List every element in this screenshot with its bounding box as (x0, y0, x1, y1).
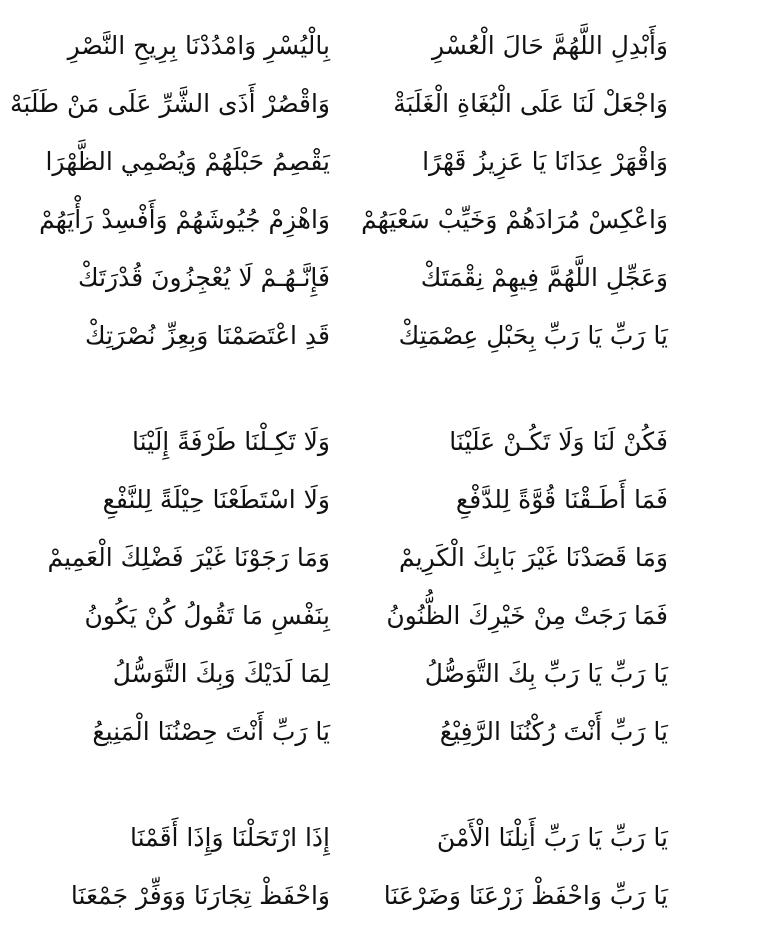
verse-first-half: وَمَا قَصَدْنَا غَيْرَ بَابِكَ الْكَرِيمْ (399, 543, 668, 572)
verse-first-half: وَاقْهَرْ عِدَانَا يَا عَزِيزُ قَهْرًا (422, 147, 668, 176)
verse-second-half: بِالْيُسْرِ وَامْدُدْنَا بِرِيحِ النَّصْرِ (67, 31, 330, 60)
verse-second-half: قَدِ اعْتَصَمْنَا وَبِعِزِّ نُصْرَتِكْ (85, 321, 330, 350)
verse (0, 710, 768, 768)
verse-first-half: يَا رَبِّ يَا رَبِّ بِحَبْلِ عِصْمَتِكْ (398, 321, 668, 350)
verse (0, 594, 768, 652)
verse-first-half: يَا رَبِّ وَاحْفَظْ زَرْعَنَا وَضَرْعَنَا (383, 881, 668, 910)
verse-first-half: وَاجْعَلْ لَنَا عَلَى الْبُغَاةِ الْغَلَبَةْ (393, 89, 668, 118)
stanza-2 (0, 420, 768, 768)
stanza-3 (0, 816, 768, 932)
verse-second-half: لِمَا لَدَيْكَ وَبِكَ التَّوَسُّلُ (112, 659, 330, 688)
verse-first-half: وَعَجِّلِ اللَّهُمَّ فِيهِمْ نِقْمَتَكْ (420, 263, 668, 292)
verse-first-half: فَمَا أَطَـقْنَا قُوَّةً لِلدَّفْعِ (455, 485, 668, 514)
verse (0, 420, 768, 478)
verse (0, 198, 768, 256)
verse (0, 816, 768, 874)
verse (0, 478, 768, 536)
verse-first-half: يَا رَبِّ يَا رَبِّ بِكَ التَّوَصُّلُ (424, 659, 668, 688)
verse-second-half: بِنَفْسِ مَا تَقُولُ كُنْ يَكُونُ (84, 601, 330, 630)
verse-second-half: وَاحْفَظْ تِجَارَنَا وَوَفِّرْ جَمْعَنَا (70, 881, 330, 910)
verse-second-half: وَاقْصُرْ أَذَى الشَّرِّ عَلَى مَنْ طَلَبَهْ (9, 89, 330, 118)
verse-first-half: وَاعْكِسْ مُرَادَهُمْ وَخَيِّبْ سَعْيَهُمْ (361, 205, 668, 234)
verse-second-half: وَلَا اسْتَطَعْنَا حِيْلَةً لِلنَّفْعِ (102, 485, 330, 514)
verse-first-half: يَا رَبِّ أَنْتَ رُكْنُنَا الرَّفِيْعُ (439, 717, 668, 746)
verse (0, 314, 768, 372)
verse (0, 256, 768, 314)
verse-first-half: يَا رَبِّ يَا رَبِّ أَنِلْنَا الْأَمْنَ (436, 823, 668, 852)
verse-second-half: فَإِنَّـهُـمْ لَا يُعْجِزُونَ قُدْرَتَكْ (78, 263, 330, 292)
verse-first-half: وَأَبْدِلِ اللَّهُمَّ حَالَ الْعُسْرِ (431, 31, 668, 60)
verse (0, 874, 768, 932)
verse (0, 536, 768, 594)
verse-second-half: وَمَا رَجَوْنَا غَيْرَ فَضْلِكَ الْعَمِيمْ (47, 543, 330, 572)
stanza-1 (0, 24, 768, 372)
verse (0, 652, 768, 710)
verse-second-half: وَاهْزِمْ جُيُوشَهُمْ وَأَفْسِدْ رَأْيَهُمْ (39, 205, 330, 234)
verse-first-half: فَمَا رَجَتْ مِنْ خَيْرِكَ الظُّنُونُ (386, 601, 668, 630)
verse (0, 24, 768, 82)
verse-second-half: يَا رَبِّ أَنْتَ حِصْنُنَا الْمَنِيعُ (92, 717, 330, 746)
verse (0, 140, 768, 198)
verse-first-half: فَكُنْ لَنَا وَلَا تَكُـنْ عَلَيْنَا (449, 427, 668, 456)
verse-second-half: وَلَا تَكِـلْنَا طَرْفَةً إِلَيْنَا (131, 427, 330, 456)
verse (0, 82, 768, 140)
verse-second-half: يَقْصِمُ حَبْلَهُمْ وَيُصْمِي الظَّهْرَا (45, 147, 330, 176)
verse-second-half: إِذَا ارْتَحَلْنَا وَإِذَا أَقَمْنَا (129, 823, 330, 852)
